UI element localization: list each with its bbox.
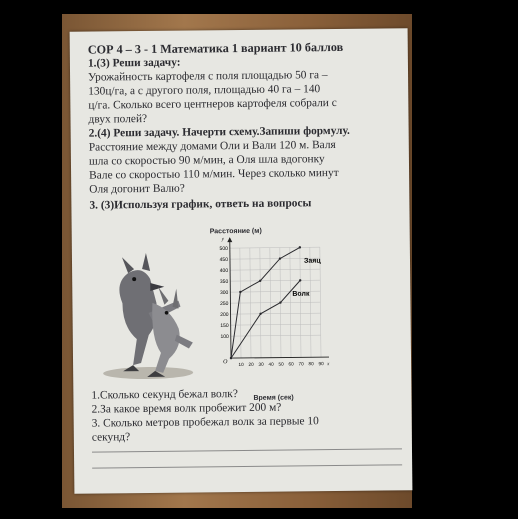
y-tick-label: 400 xyxy=(219,267,229,275)
x-tick-label: 80 xyxy=(308,361,314,367)
origin-label: O xyxy=(223,359,228,366)
task1-line: 130ц/га, а с другого поля, площадью 40 га – 140 xyxy=(88,83,321,98)
chart-x-axis-label: Время (сек) xyxy=(253,394,294,402)
task1-title: 1.(3) Реши задачу: xyxy=(87,56,181,70)
task1-line: Урожайность картофеля с поля площадью 50 га – xyxy=(88,69,328,84)
question-line: 3. Сколько метров пробежал волк за первые 10 xyxy=(91,415,319,430)
question-line: 1.Сколько секунд бежал волк? xyxy=(91,388,238,402)
wolf-and-hare-illustration xyxy=(92,242,203,383)
answer-line xyxy=(92,448,402,452)
task3-title: 3. (3)Используя график, ответь на вопросы xyxy=(89,197,312,212)
task2-line: шла со скоростью 90 м/мин, а Оля шла вдогонку xyxy=(88,153,325,168)
grid-line-horizontal xyxy=(230,269,320,270)
x-axis-symbol: x xyxy=(327,362,330,368)
task1-line: двух полей? xyxy=(88,112,148,126)
x-tick-label: 20 xyxy=(248,361,254,367)
y-axis-symbol: y xyxy=(221,237,225,243)
chart-title: Расстояние (м) xyxy=(209,227,262,236)
chart-plot xyxy=(210,227,352,378)
grid-line-horizontal xyxy=(230,280,320,281)
y-axis xyxy=(230,238,231,358)
distance-time-chart xyxy=(210,227,352,378)
y-tick-label: 250 xyxy=(220,300,229,308)
task2-line: Вале со скоростью 110 м/мин. Через сколько минут xyxy=(89,166,339,182)
x-tick-label: 10 xyxy=(238,361,244,368)
grid-line-horizontal xyxy=(230,247,320,248)
grid-line-horizontal xyxy=(231,324,321,325)
y-tick-label: 500 xyxy=(219,245,228,253)
x-tick-label: 50 xyxy=(278,361,284,367)
x-tick-label: 40 xyxy=(268,361,274,367)
y-tick-label: 200 xyxy=(220,311,229,319)
task2-line: Расстояние между домами Оли и Вали 120 м. Валя xyxy=(88,139,336,154)
question-line: секунд? xyxy=(91,431,131,444)
x-tick-label: 90 xyxy=(318,361,324,367)
grid-line-horizontal xyxy=(231,313,321,314)
series-label: Волк xyxy=(292,290,310,298)
answer-line xyxy=(92,464,402,468)
wolf-and-hare-drawing xyxy=(92,242,203,383)
task2-title: 2.(4) Реши задачу. Начерти схему.Запиши формулу. xyxy=(88,124,350,140)
x-axis xyxy=(231,357,329,358)
y-axis-arrow xyxy=(227,237,232,242)
task1-line: ц/га. Сколько всего центнеров картофеля собрали с xyxy=(88,96,337,112)
grid-line-horizontal xyxy=(230,302,320,303)
y-tick-label: 450 xyxy=(219,256,229,264)
series-label: Заяц xyxy=(303,257,321,265)
x-tick-label: 60 xyxy=(288,361,294,367)
y-tick-label: 300 xyxy=(219,289,229,297)
grid-line-horizontal xyxy=(231,335,321,336)
x-tick-label: 70 xyxy=(298,361,304,367)
x-tick-label: 30 xyxy=(258,361,264,367)
task2-line: Оля догонит Валю? xyxy=(89,182,185,196)
worksheet-header: СОР 4 – 3 - 1 Математика 1 вариант 10 баллов xyxy=(87,39,344,57)
y-tick-label: 350 xyxy=(219,278,229,286)
y-tick-label: 150 xyxy=(220,322,229,330)
question-line: 2.За какое время волк пробежит 200 м? xyxy=(91,401,282,416)
worksheet-paper xyxy=(70,28,413,494)
y-tick-label: 100 xyxy=(220,333,229,341)
